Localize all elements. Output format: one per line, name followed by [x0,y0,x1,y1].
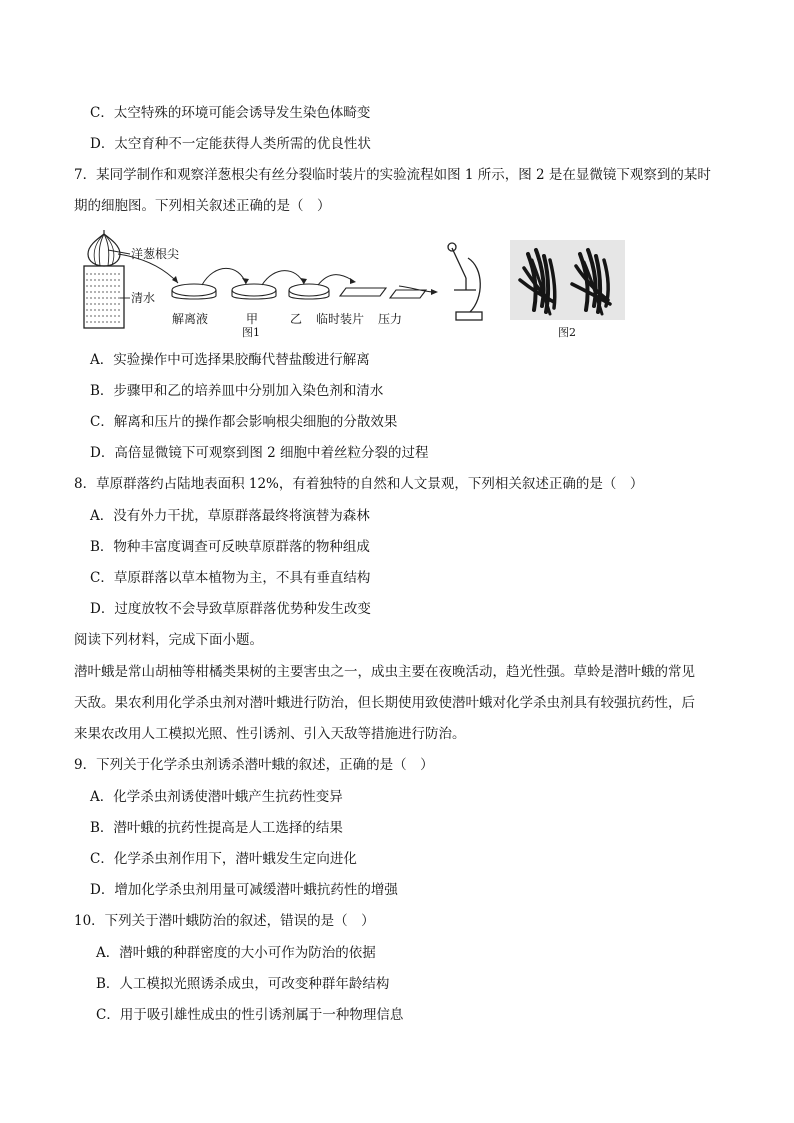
label-onion-root: 洋葱根尖 [131,247,180,261]
label-press: 压力 [378,312,403,326]
q8-stem: 8．草原群落约占陆地表面积 12%，有着独特的自然和人文景观，下列相关叙述正确的是（ ） [74,476,644,492]
figure-2-caption: 图2 [558,326,576,339]
q10-stem: 10．下列关于潜叶蛾防治的叙述，错误的是（ ） [74,913,375,929]
q7-option-c: C．解离和压片的操作都会影响根尖细胞的分散效果 [90,414,398,430]
q8-option-d: D．过度放牧不会导致草原群落优势种发生改变 [90,601,371,617]
reading-line1: 潜叶蛾是常山胡柚等柑橘类果树的主要害虫之一，成虫主要在夜晚活动，趋光性强。草蛉是潜叶蛾的常见 [74,664,695,680]
q7-option-a: A．实验操作中可选择果胶酶代替盐酸进行解离 [90,352,370,368]
q7-stem-line1: 7．某同学制作和观察洋葱根尖有丝分裂临时装片的实验流程如图 1 所示，图 2 是在显微镜下观察到的某时 [74,167,711,183]
slide-press [390,290,426,298]
q6-option-c: C．太空特殊的环境可能会诱导发生染色体畸变 [90,105,371,121]
reading-line2: 天敌。果农利用化学杀虫剂对潜叶蛾进行防治，但长期使用致使潜叶蛾对化学杀虫剂具有较强抗药性，后 [74,695,695,711]
label-dissociation: 解离液 [172,312,209,326]
label-temporary-slide: 临时装片 [316,312,365,326]
slide-temporary [340,288,386,296]
q9-option-c: C．化学杀虫剂作用下，潜叶蛾发生定向进化 [90,851,357,867]
figure-1-experiment-flow [74,228,494,340]
dish-jia [232,284,276,299]
q9-option-b: B．潜叶蛾的抗药性提高是人工选择的结果 [90,820,343,836]
q10-option-a: A．潜叶蛾的种群密度的大小可作为防治的依据 [96,945,376,961]
q9-stem: 9．下列关于化学杀虫剂诱杀潜叶蛾的叙述，正确的是（ ） [74,757,434,773]
label-jia: 甲 [246,312,259,326]
q8-option-b: B．物种丰富度调查可反映草原群落的物种组成 [90,539,370,555]
dish-dissociation [172,284,216,299]
q7-stem-line2: 期的细胞图。下列相关叙述正确的是（ ） [74,198,331,214]
microscope-icon [448,243,482,320]
onion-illustration [88,230,120,266]
q9-option-a: A．化学杀虫剂诱使潜叶蛾产生抗药性变异 [90,789,343,805]
q9-option-d: D．增加化学杀虫剂用量可减缓潜叶蛾抗药性的增强 [90,882,398,898]
q8-option-c: C．草原群落以草本植物为主，不具有垂直结构 [90,570,371,586]
q7-option-d: D．高倍显微镜下可观察到图 2 细胞中着丝粒分裂的过程 [90,445,429,461]
q10-option-b: B．人工模拟光照诱杀成虫，可改变种群年龄结构 [96,976,390,992]
arrow-heads [172,276,438,295]
q7-option-b: B．步骤甲和乙的培养皿中分别加入染色剂和清水 [90,383,384,399]
figure-1-caption: 图1 [242,326,260,339]
reading-intro: 阅读下列材料，完成下面小题。 [74,632,263,648]
label-yi: 乙 [290,312,303,326]
figure-2-cell-image [510,240,625,340]
q6-option-d: D．太空育种不一定能获得人类所需的优良性状 [90,136,371,152]
q8-option-a: A．没有外力干扰，草原群落最终将演替为森林 [90,508,370,524]
label-water: 清水 [131,291,156,305]
reading-line3: 来果农改用人工模拟光照、性引诱剂、引入天敌等措施进行防治。 [74,726,466,742]
dish-yi [289,284,329,299]
q10-option-c: C．用于吸引雄性成虫的性引诱剂属于一种物理信息 [96,1007,404,1023]
